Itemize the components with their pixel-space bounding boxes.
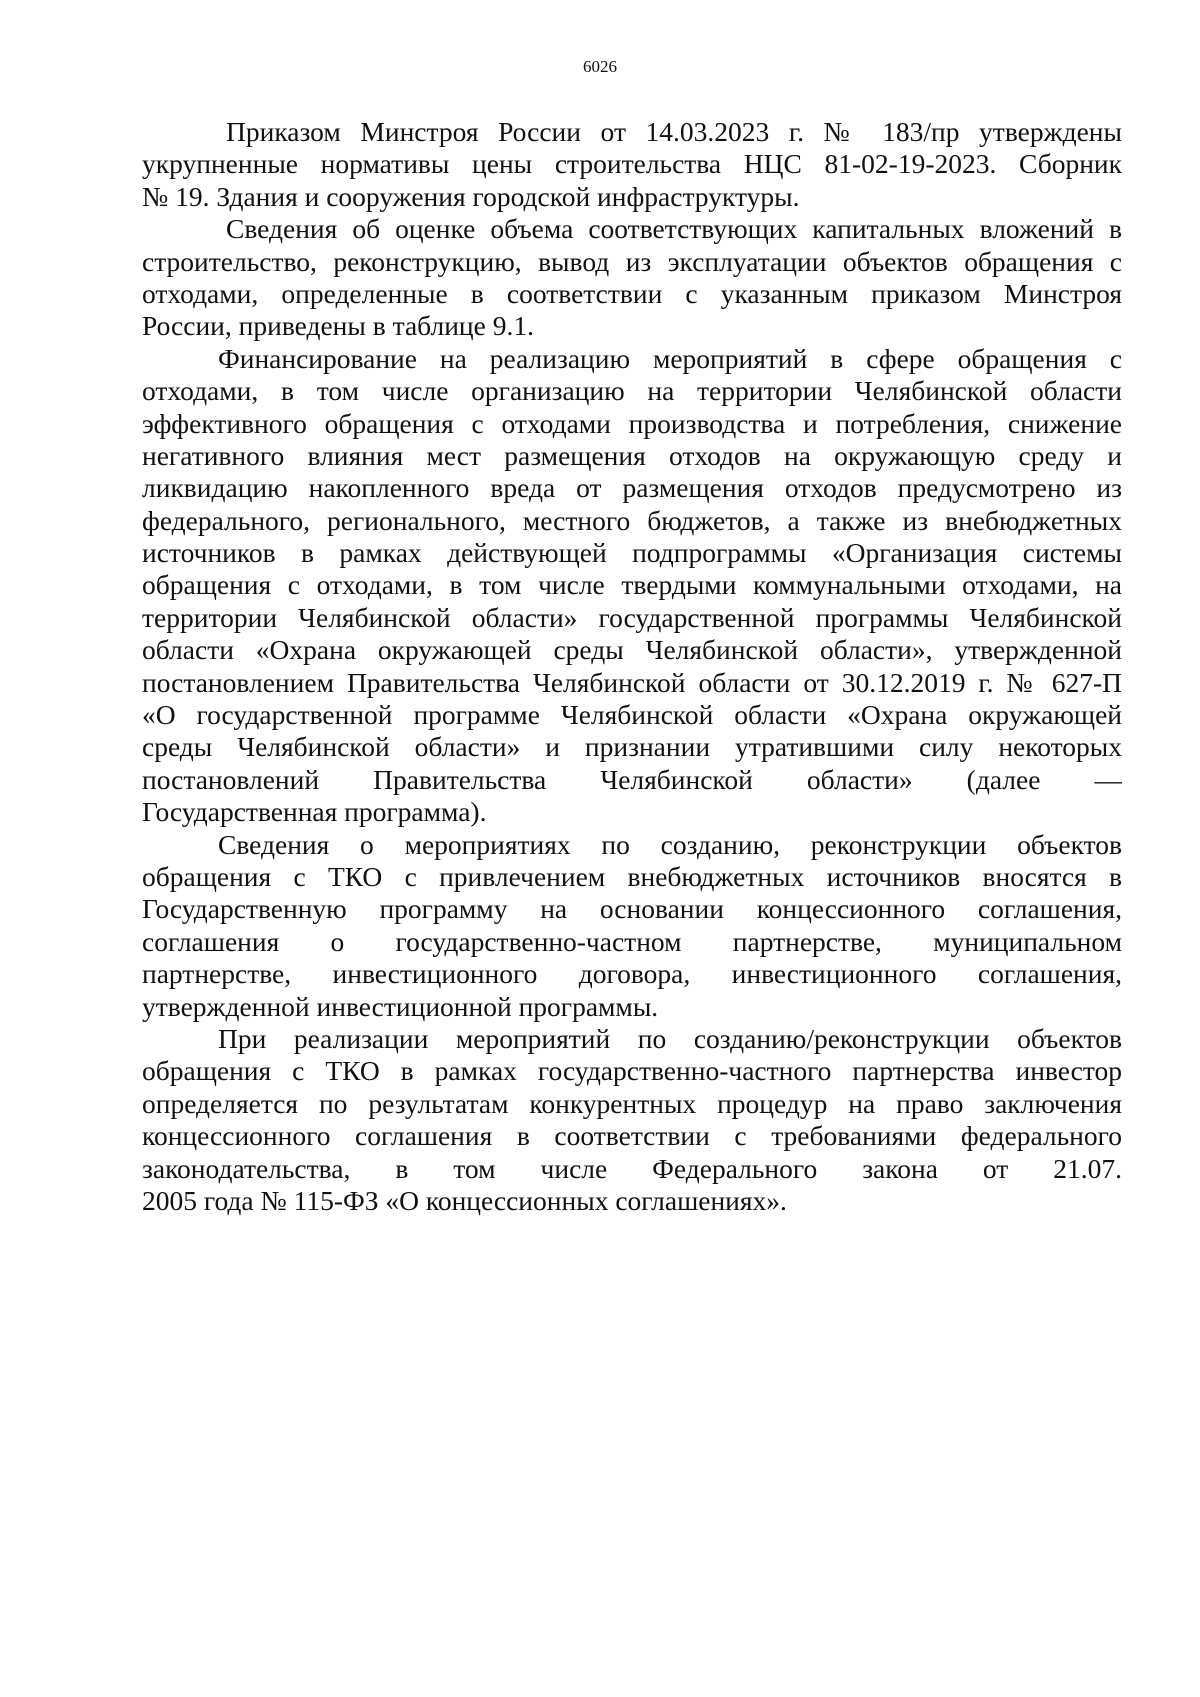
text-line: Государственную программу на основании концессионного соглашения, [142,893,1122,925]
text-line: отходами, в том числе организацию на территории Челябинской области [142,375,1122,407]
paragraph [142,343,1122,829]
text-line: области «Охрана окружающей среды Челябинской области», утвержденной [142,634,1122,666]
text-line: постановлений Правительства Челябинской области» (далее — [142,763,1122,795]
text-line: утвержденной инвестиционной программы. [142,990,659,1022]
text-line: отходами, определенные в соответствии с указанным приказом Минстроя [142,277,1122,309]
text-line: укрупненные нормативы цены строительства НЦС 81-02-19-2023. Сборник [142,148,1122,180]
text-line: При реализации мероприятий по созданию/реконструкции объектов [218,1022,1122,1054]
text-line: Сведения о мероприятиях по созданию, реконструкции объектов [218,828,1122,860]
text-line: обращения с ТКО с привлечением внебюджетных источников вносятся в [142,860,1122,892]
text-line: законодательства, в том числе Федерального закона от 21.07. [142,1152,1122,1184]
text-line: России, приведены в таблице 9.1. [142,310,534,342]
paragraph [142,829,1122,1023]
text-line: негативного влияния мест размещения отходов на окружающую среду и [142,439,1122,471]
text-line: территории Челябинской области» государственной программы Челябинской [142,601,1122,633]
text-line: «О государственной программе Челябинской области «Охрана окружающей [142,699,1122,731]
document-body [142,116,1122,1217]
text-line: № 19. Здания и сооружения городской инфраструктуры. [142,180,800,212]
text-line: строительство, реконструкцию, вывод из эксплуатации объектов обращения с [142,245,1122,277]
paragraph [142,213,1122,343]
text-line: постановлением Правительства Челябинской области от 30.12.2019 г. № 627-П [142,666,1122,698]
text-line: обращения с отходами, в том числе твердыми коммунальными отходами, на [142,569,1122,601]
text-line: обращения с ТКО в рамках государственно-частного партнерства инвестор [142,1055,1122,1087]
text-line: среды Челябинской области» и признании утратившими силу некоторых [142,731,1122,763]
text-line: ликвидацию накопленного вреда от размещения отходов предусмотрено из [142,472,1122,504]
text-line: Сведения об оценке объема соответствующих капитальных вложений в [226,213,1122,245]
text-line: Финансирование на реализацию мероприятий в сфере обращения с [218,342,1122,374]
paragraph [142,116,1122,213]
text-line: эффективного обращения с отходами производства и потребления, снижение [142,407,1122,439]
text-line: Приказом Минстроя России от 14.03.2023 г. № 183/пр утверждены [226,116,1122,147]
text-line: Государственная программа). [142,796,487,828]
text-line: партнерстве, инвестиционного договора, инвестиционного соглашения, [142,958,1122,990]
paragraph [142,1023,1122,1217]
text-line: определяется по результатам конкурентных процедур на право заключения [142,1087,1122,1119]
text-line: соглашения о государственно-частном партнерстве, муниципальном [142,925,1122,957]
text-line: источников в рамках действующей подпрограммы «Организация системы [142,537,1122,569]
text-line: федерального, регионального, местного бюджетов, а также из внебюджетных [142,504,1122,536]
text-line: концессионного соглашения в соответствии с требованиями федерального [142,1120,1122,1152]
text-line: 2005 года № 115-ФЗ «О концессионных соглашениях». [142,1184,787,1216]
page-number: 6026 [583,57,617,76]
